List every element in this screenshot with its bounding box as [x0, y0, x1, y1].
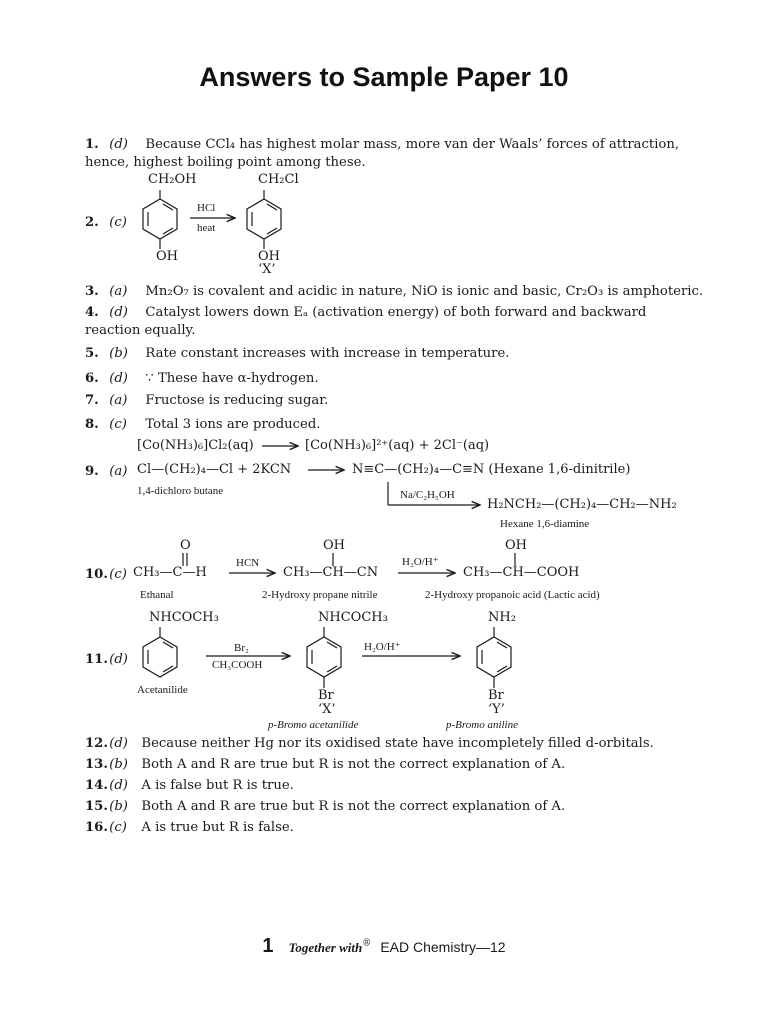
- book-title: EAD Chemistry—12: [380, 939, 506, 955]
- benzene-ring-q11-bromoacetanilide: [307, 627, 341, 688]
- answer-option: (b): [109, 346, 128, 361]
- answer-text: Because neither Hg nor its oxidised state have incompletely filled d-orbitals.: [141, 736, 654, 751]
- q11-solvent-1: CH₃COOH: [212, 659, 263, 671]
- answer-option: (c): [109, 820, 127, 835]
- benzene-ring-q11-bromoaniline: [477, 627, 511, 688]
- brand-name: Together with: [288, 940, 363, 955]
- answer-option: (d): [109, 371, 128, 386]
- page-number: 1: [262, 935, 274, 957]
- q9-reactant: Cl—(CH₂)₄—Cl + 2KCN: [137, 462, 292, 477]
- q10-acid: CH₃—CH—COOH: [463, 565, 580, 580]
- q8-equation-right: [Co(NH₃)₆]²⁺(aq) + 2Cl⁻(aq): [305, 438, 490, 453]
- answer-option: (d): [109, 137, 128, 152]
- answer-number: 13.: [85, 757, 108, 772]
- q2-product-label: ‘X’: [258, 262, 276, 277]
- q10-carbonyl-oxygen: O: [180, 538, 191, 553]
- q10-ethanal-name: Ethanal: [140, 589, 174, 601]
- answer-text: Because CCl₄ has highest molar mass, more van der Waals’ forces of attraction, hence, highest boiling point among these.: [85, 137, 680, 170]
- answer-text: Fructose is reducing sugar.: [145, 393, 329, 408]
- answer-number: 15.: [85, 799, 108, 814]
- q10-reagent-2: H₂O/H⁺: [402, 556, 439, 568]
- q9-product: N≡C—(CH₂)₄—C≡N (Hexane 1,6-dinitrile): [352, 462, 631, 477]
- q10-reagent-1: HCN: [236, 557, 260, 569]
- answer-option: (d): [109, 652, 128, 667]
- q9-reagent: Na/C₂H₅OH: [400, 489, 455, 501]
- answer-number: 14.: [85, 778, 108, 793]
- q11-sub-2: Br: [318, 688, 334, 703]
- answer-option: (d): [109, 778, 128, 793]
- answer-option: (b): [109, 757, 128, 772]
- q10-ethanal: CH₃—C—H: [133, 565, 207, 580]
- q2-reagent: HCl: [197, 202, 216, 214]
- q11-label-2: ‘X’: [318, 702, 336, 717]
- benzene-ring-q2-reactant: [143, 190, 177, 249]
- q10-nitrile-name: 2-Hydroxy propane nitrile: [262, 589, 378, 601]
- benzene-ring-q11-acetanilide: [143, 627, 177, 677]
- q11-group-3: NH₂: [488, 610, 516, 625]
- q2-reactant-sub: OH: [156, 249, 178, 264]
- answer-text: Mn₂O₇ is covalent and acidic in nature, NiO is ionic and basic, Cr₂O₃ is amphoteric.: [145, 284, 704, 299]
- page-footer: [0, 935, 768, 958]
- answer-option: (a): [109, 464, 128, 479]
- answer-option: (a): [109, 284, 128, 299]
- q9-final: H₂NCH₂—(CH₂)₄—CH₂—NH₂: [487, 497, 677, 512]
- q11-name-1: Acetanilide: [137, 684, 188, 696]
- answer-option: (d): [109, 736, 128, 751]
- answer-number: 4.: [85, 305, 99, 320]
- q2-product-sub: OH: [258, 249, 280, 264]
- q11-group-2: NHCOCH₃: [318, 610, 388, 625]
- q10-hydroxy-1: OH: [323, 538, 345, 553]
- answer-option: (c): [109, 567, 127, 582]
- q10-nitrile: CH₃—CH—CN: [283, 565, 379, 580]
- q2-condition: heat: [197, 222, 216, 234]
- answer-number: 2.: [85, 215, 99, 230]
- answer-option: (b): [109, 799, 128, 814]
- answer-number: 6.: [85, 371, 99, 386]
- answer-number: 11.: [85, 652, 108, 667]
- q10-acid-name: 2-Hydroxy propanoic acid (Lactic acid): [425, 589, 600, 601]
- answer-number: 3.: [85, 284, 99, 299]
- answer-option: (d): [109, 305, 128, 320]
- answer-number: 5.: [85, 346, 99, 361]
- answer-text: Rate constant increases with increase in temperature.: [145, 346, 510, 361]
- benzene-ring-q2-product: [247, 190, 281, 249]
- q8-equation-left: [Co(NH₃)₆]Cl₂(aq): [137, 438, 254, 453]
- q11-group-1: NHCOCH₃: [149, 610, 219, 625]
- answer-option: (c): [109, 417, 127, 432]
- answer-number: 12.: [85, 736, 108, 751]
- q10-hydroxy-2: OH: [505, 538, 527, 553]
- answer-text: Catalyst lowers down Eₐ (activation energy) of both forward and backward reaction equally.: [85, 305, 647, 338]
- q11-reagent-2: H₂O/H⁺: [364, 641, 401, 653]
- q2-reactant-group: CH₂OH: [148, 172, 197, 187]
- answer-number: 10.: [85, 567, 108, 582]
- answer-number: 8.: [85, 417, 99, 432]
- answer-number: 1.: [85, 137, 99, 152]
- answer-number: 9.: [85, 464, 99, 479]
- answer-text: Both A and R are true but R is not the correct explanation of A.: [141, 757, 566, 772]
- answer-text: Total 3 ions are produced.: [145, 417, 321, 432]
- answer-option: (a): [109, 393, 128, 408]
- answer-text: A is false but R is true.: [141, 778, 294, 793]
- answer-number: 16.: [85, 820, 108, 835]
- q9-final-name: Hexane 1,6-diamine: [500, 518, 590, 530]
- q11-reagent-1: Br₂: [234, 642, 249, 654]
- answer-text: A is true but R is false.: [141, 820, 294, 835]
- registered-mark: ®: [362, 938, 372, 949]
- q9-reactant-name: 1,4-dichloro butane: [137, 485, 224, 497]
- q2-product-group: CH₂Cl: [258, 172, 299, 187]
- answer-text: Both A and R are true but R is not the correct explanation of A.: [141, 799, 566, 814]
- answer-text: ∵ These have α-hydrogen.: [145, 371, 319, 386]
- page-title: Answers to Sample Paper 10: [199, 62, 569, 92]
- q11-sub-3: Br: [488, 688, 504, 703]
- answer-number: 7.: [85, 393, 99, 408]
- answer-option: (c): [109, 215, 127, 230]
- q11-name-3: p-Bromo aniline: [446, 719, 518, 731]
- q11-label-3: ‘Y’: [488, 702, 505, 717]
- q11-name-2: p-Bromo acetanilide: [268, 719, 359, 731]
